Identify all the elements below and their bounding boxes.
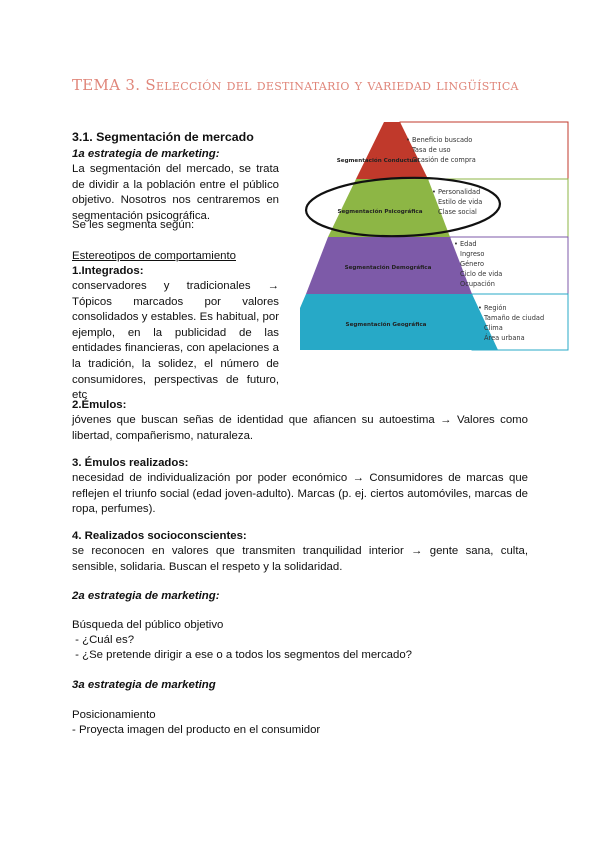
bullet-item: Clase social (438, 208, 477, 216)
bullet-item: • Personalidad (432, 188, 481, 196)
bullet-item: Área urbana (484, 334, 525, 342)
realizados-text: se reconocen en valores que transmiten tranquilidad interior → gente sana, culta, sensible, solidaria. Buscan el respeto y la solidaridad. (72, 545, 528, 573)
items-geografica (478, 304, 544, 342)
bullet-item: Tamaño de ciudad (484, 314, 545, 322)
segmentation-pyramid (300, 120, 570, 352)
strategy-2-line-1: Búsqueda del público objetivo (72, 619, 224, 631)
section-heading: 3.1. Segmentación de mercado (72, 130, 254, 144)
emulos-realizados-text: necesidad de individualización por poder económico → Consumidores de marcas que reflejen el triunfo social (edad joven-adulto). Marcas (p. ej. ciertos automóviles, marcas de ropa, perfumes). (72, 472, 528, 516)
page-title: TEMA 3. Selección del destinatario y variedad lingüística (72, 76, 519, 94)
pyramid-label-conductual: Segmentación Conductual (336, 158, 420, 164)
strategy-2-title: 2a estrategia de marketing: (72, 590, 220, 602)
bullet-item: Estilo de vida (438, 198, 483, 206)
bullet-item: Ciclo de vida (460, 270, 503, 278)
strategy-2-line-2: - ¿Cuál es? (72, 634, 135, 646)
pyramid-label-demografica: Segmentación Demográfica (344, 265, 432, 271)
segmentation-paragraph: La segmentación del mercado, se trata de dividir a la población entre el público objetivo. Nosotros nos centraremos en segmentación psicográfica. (72, 163, 279, 222)
pyramid-label-geografica: Segmentación Geográfica (345, 322, 427, 328)
bullet-item: Clima (484, 324, 503, 332)
segments-line: Se les segmenta según: (72, 219, 195, 231)
stereotypes-heading: Estereotipos de comportamiento (72, 250, 236, 262)
emulos-realizados-title: 3. Émulos realizados: (72, 457, 189, 469)
realizados-title: 4. Realizados socioconscientes: (72, 530, 247, 542)
strategy-3-line-1: Posicionamiento (72, 709, 156, 721)
bullet-item: Tasa de uso (412, 146, 451, 154)
strategy-3-title: 3a estrategia de marketing (72, 679, 216, 691)
emulos-title: 2.Émulos: (72, 399, 127, 411)
strategy-3-line-2: - Proyecta imagen del producto en el consumidor (72, 724, 321, 736)
bullet-item: • Región (478, 304, 507, 312)
emulos-text: jóvenes que buscan señas de identidad que afiancen su autoestima → Valores como libertad, compañerismo, naturaleza. (72, 414, 528, 442)
items-psicografica (432, 188, 482, 216)
strategy-2-line-3: - ¿Se pretende dirigir a ese o a todos los segmentos del mercado? (72, 649, 413, 661)
integrados-text: conservadores y tradicionales → Tópicos marcados por valores consolidados y estables. Es habitual, por ejemplo, en la publicidad de las entidades financieras, con apelaciones a la tradición, la solidez, el número de consumidores, perspectivas de futuro, etc (72, 280, 279, 402)
bullet-item: • Edad (454, 240, 477, 248)
bullet-item: Género (460, 260, 485, 268)
items-demografica (454, 240, 502, 288)
integrados-title: 1.Integrados: (72, 265, 144, 277)
strategy-1-title: 1a estrategia de marketing: (72, 148, 220, 160)
bullet-item: • Beneficio buscado (406, 136, 473, 144)
bullet-item: Ocasión de compra (412, 156, 476, 164)
pyramid-label-psicografica: Segmentación Psicográfica (337, 209, 423, 215)
bullet-item: Ocupación (460, 280, 495, 288)
items-conductual (406, 136, 476, 164)
bullet-item: Ingreso (460, 250, 485, 258)
